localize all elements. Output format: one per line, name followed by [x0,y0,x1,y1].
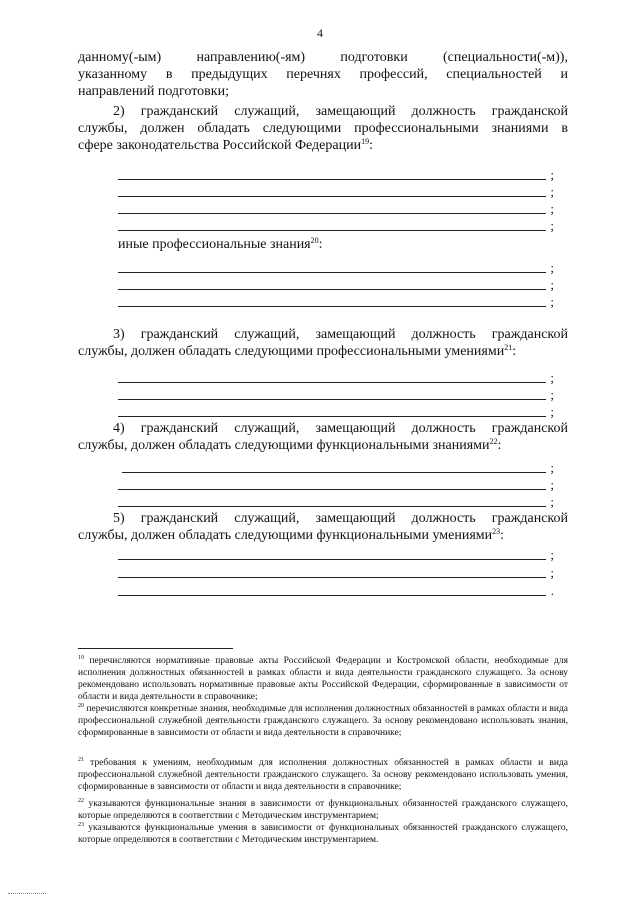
intro-paragraph [78,49,568,100]
item-2-line-2: службы, должен обладать следующими профессиональными знаниями в [78,121,568,136]
footnote-number: 19 [78,655,84,661]
colon: : [497,438,502,453]
blank-line[interactable] [118,566,554,578]
footnote-ref-23[interactable]: 23 [492,527,501,536]
footnote-21 [78,757,568,793]
page-number: 4 [317,26,323,40]
intro-word: направлению(-ям) [196,50,306,65]
semicolon: ; [550,494,554,509]
item-4-paragraph [78,420,568,454]
blank-line[interactable] [118,168,554,180]
semicolon: ; [550,260,554,275]
blank-line[interactable] [118,584,554,596]
semicolon: ; [550,460,554,475]
semicolon: ; [550,565,554,580]
item-5-line-1: 5) гражданский служащий, замещающий должность гражданской [113,511,568,526]
footnote-text: указываются функциональные умения в зависимости от функциональных обязанностей гражданского служащего, которые определяются в соответствии с Методическим инструментарием. [78,823,568,845]
intro-line-2: указанному в предыдущих перечнях профессий, специальностей и [78,67,568,82]
colon: : [318,237,323,252]
footnote-text: требования к умениям, необходимым для исполнения должностных обязанностей в рамках области и вида профессиональной служебной деятельности гражданского служащего. За основу рекомендовано использовать умения, сформированные в зависимости от области и вида деятельности в справочнике; [78,758,569,792]
semicolon: ; [550,277,554,292]
other-knowledge-text: иные профессиональные знания [118,237,311,252]
intro-line-1 [78,49,568,66]
intro-word: подготовки [340,50,408,65]
footnote-ref-22[interactable]: 22 [489,437,498,446]
semicolon: ; [550,387,554,402]
intro-line-3: направлений подготовки; [78,84,229,99]
semicolon: ; [550,201,554,216]
footnote-ref-20[interactable]: 20 [310,236,319,245]
footnote-20 [78,703,568,739]
item-5-paragraph [78,510,568,544]
semicolon: ; [550,184,554,199]
blank-line[interactable] [118,278,554,290]
footnote-text: перечисляются нормативные правовые акты Российской Федерации и Костромской области, необходимые для исполнения должностных обязанностей в рамках области и вида деятельности гражданского служащего. За основу рекомендовано использовать нормативные правовые акты Российской Федерации, сформированные в зависимости от области и вида деятельности в справочнике; [78,656,569,702]
semicolon: ; [550,167,554,182]
item-2-line-3 [78,137,568,154]
footnote-number: 22 [78,798,84,804]
blank-line[interactable] [118,548,554,560]
colon: : [500,528,505,543]
footnote-number: 20 [78,703,84,709]
footnote-text: перечисляются конкретные знания, необходимые для исполнения должностных обязанностей в рамках области и вида профессиональной служебной деятельности гражданского служащего. За основу рекомендовано использовать знания, сформированные в зависимости от области и вида деятельности в справочнике; [78,704,568,738]
footnote-separator [78,648,233,649]
footnote-ref-21[interactable]: 21 [504,343,513,352]
item-3-line-1: 3) гражданский служащий, замещающий должность гражданской [113,327,568,342]
semicolon: ; [550,218,554,233]
blank-line[interactable] [118,295,554,307]
blank-line[interactable] [118,261,554,273]
item-2-paragraph [78,103,568,154]
item-3-line-2 [78,343,568,360]
semicolon: ; [550,294,554,309]
blank-line[interactable] [118,405,554,417]
footnote-19 [78,655,568,703]
footnote-number: 21 [78,757,84,763]
semicolon: ; [550,477,554,492]
blank-line[interactable] [118,495,554,507]
blank-line[interactable] [118,388,554,400]
colon: : [512,344,517,359]
item-4-line-2 [78,437,568,454]
item-3-line-2-text: службы, должен обладать следующими профессиональными умениями [78,344,505,359]
other-knowledge-label [118,236,558,253]
footnote-23 [78,822,568,846]
footnote-ref-19[interactable]: 19 [361,137,370,146]
semicolon: ; [550,404,554,419]
period: . [550,583,554,598]
semicolon: ; [550,547,554,562]
footnote-22 [78,798,568,822]
intro-word: (специальности(-м)), [443,50,568,65]
item-5-line-2 [78,527,568,544]
blank-line[interactable] [118,219,554,231]
blank-line[interactable] [118,202,554,214]
item-2-line-3-text: сфере законодательства Российской Федерации [78,138,362,153]
item-3-paragraph [78,326,568,360]
item-2-line-1: 2) гражданский служащий, замещающий должность гражданской [113,104,568,119]
blank-line[interactable] [122,461,554,473]
blank-line[interactable] [118,371,554,383]
footnote-text: указываются функциональные знания в зависимости от функциональных обязанностей гражданского служащего, которые определяются в соответствии с Методическим инструментарием; [78,799,569,821]
semicolon: ; [550,370,554,385]
blank-line[interactable] [118,478,554,490]
footnote-number: 23 [78,822,84,828]
item-5-line-2-text: службы, должен обладать следующими функциональными умениями [78,528,493,543]
blank-line[interactable] [118,185,554,197]
colon: : [369,138,373,153]
item-4-line-1: 4) гражданский служащий, замещающий должность гражданской [113,421,568,436]
intro-word: данному(-ым) [78,50,162,65]
item-4-line-2-text: службы, должен обладать следующими функциональными знаниями [78,438,490,453]
scan-mark [8,893,46,894]
